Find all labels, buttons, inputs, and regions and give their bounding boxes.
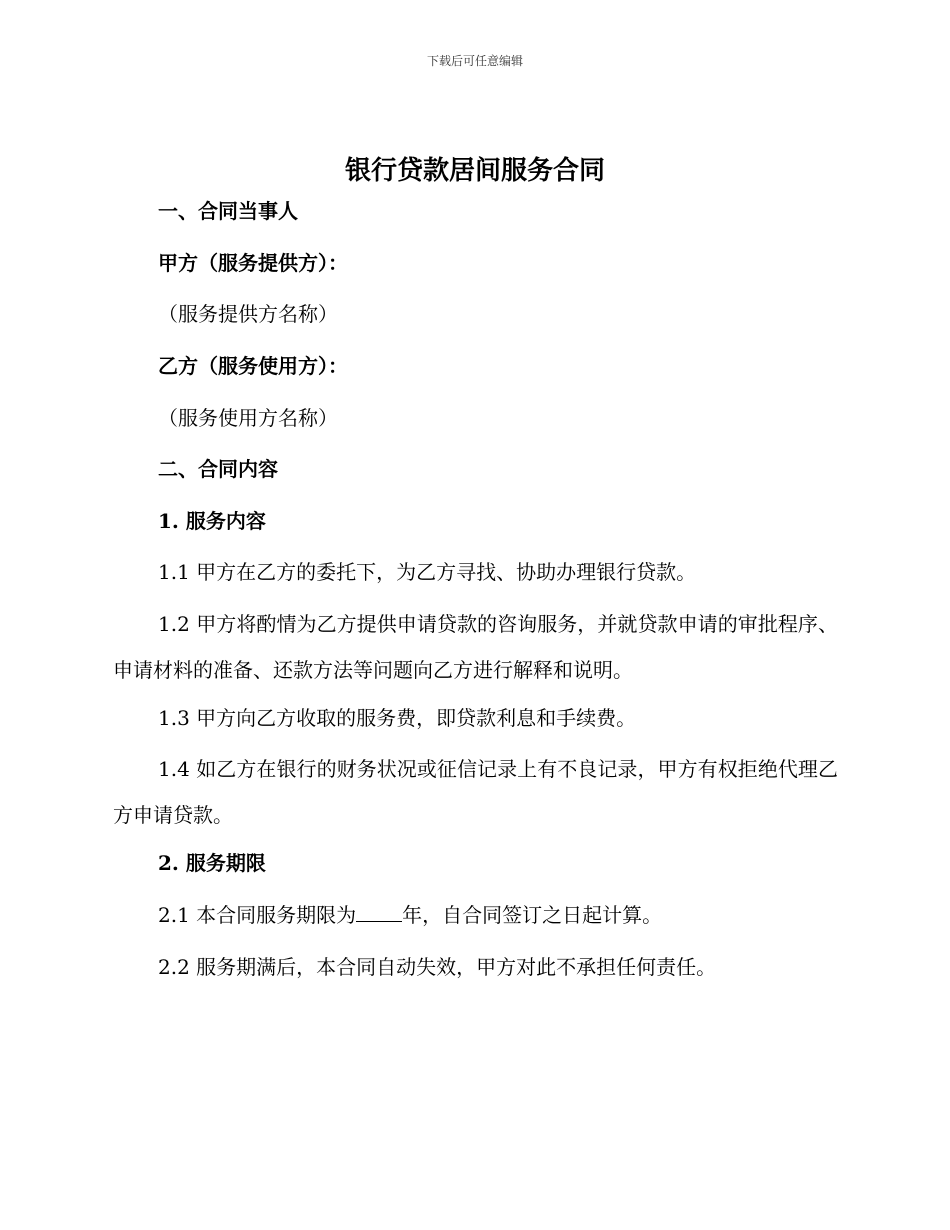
clause-2-1-text-before: 2.1 本合同服务期限为 — [158, 903, 357, 927]
party-a-name: （服务提供方名称） — [158, 302, 338, 326]
party-b-name: （服务使用方名称） — [158, 406, 338, 430]
clause-1-4: 1.4 如乙方在银行的财务状况或征信记录上有不良记录，甲方有权拒绝代理乙方申请贷款。 — [113, 757, 838, 827]
section-1-heading: 一、合同当事人 — [158, 199, 298, 223]
clause-2-1-text-after: 年，自合同签订之日起计算。 — [402, 903, 663, 927]
party-a-label: 甲方（服务提供方）： — [158, 251, 348, 275]
page-header-note: 下载后可任意编辑 — [426, 54, 523, 68]
clause-1-2: 1.2 甲方将酌情为乙方提供申请贷款的咨询服务，并就贷款申请的审批程序、申请材料的准备、还款方法等问题向乙方进行解释和说明。 — [113, 612, 838, 682]
term-years-blank — [356, 903, 402, 922]
document-title: 银行贷款居间服务合同 — [344, 156, 605, 186]
clause-1-1: 1.1 甲方在乙方的委托下，为乙方寻找、协助办理银行贷款。 — [158, 560, 697, 584]
clause-2-2: 2.2 服务期满后，本合同自动失效，甲方对此不承担任何责任。 — [158, 955, 717, 979]
clause-1-3: 1.3 甲方向乙方收取的服务费，即贷款利息和手续费。 — [158, 706, 637, 730]
subsection-2-heading: 2. 服务期限 — [158, 851, 266, 875]
subsection-1-heading: 1. 服务内容 — [158, 509, 266, 533]
clause-2-1 — [158, 901, 662, 929]
section-2-heading: 二、合同内容 — [158, 457, 278, 481]
party-b-label: 乙方（服务使用方）： — [158, 354, 348, 378]
